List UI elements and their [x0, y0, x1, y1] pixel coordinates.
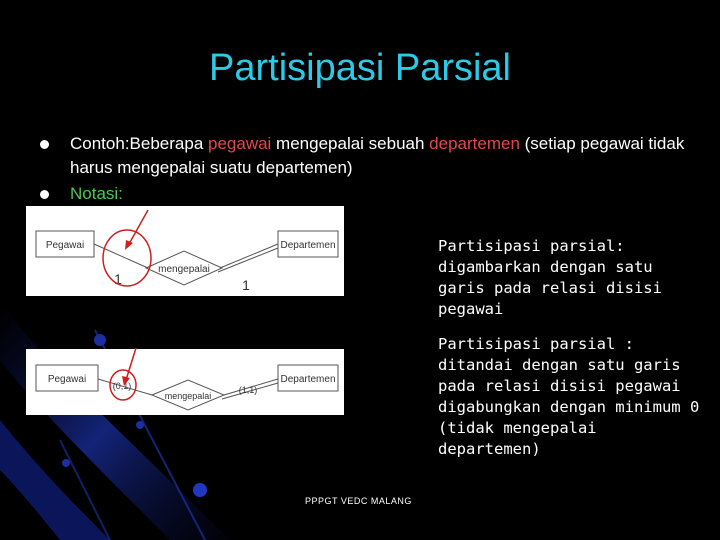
cardinality-label: (1,1)	[238, 385, 258, 395]
relationship-label: mengepalai	[158, 264, 210, 275]
cardinality-label: 1	[114, 271, 122, 287]
entity-label: Departemen	[280, 374, 336, 385]
arrow-head-icon	[125, 240, 133, 250]
relationship-label: mengepalai	[164, 391, 212, 401]
bullet-text-segment: Contoh:Beberapa	[70, 134, 208, 153]
bullet-text-segment: (setiap pegawai tidak harus mengepalai suatu departemen)	[70, 134, 685, 177]
bullet-text-highlight: departemen	[429, 134, 520, 153]
arrow-head-icon	[122, 376, 130, 386]
bullet-text-segment: mengepalai sebuah	[271, 134, 430, 153]
pointer-arrow	[126, 348, 136, 380]
bullet-text-highlight: Notasi:	[70, 184, 123, 203]
entity-label: Pegawai	[45, 240, 85, 251]
bullet-text-highlight: pegawai	[208, 134, 272, 153]
slide-title: Partisipasi Parsial	[209, 47, 511, 89]
cardinality-label: (0,1)	[112, 381, 132, 391]
entity-label: Departemen	[280, 240, 336, 251]
note-partial-minimum: Partisipasi parsial : ditandai dengan satu garis pada relasi disisi pegawai digabungkan dengan minimum 0 (tidak mengepalai departemen)	[438, 335, 700, 458]
note-partial-single-line: Partisipasi parsial: digambarkan dengan satu garis pada relasi disisi pegawai	[438, 237, 662, 318]
entity-label: Pegawai	[47, 374, 87, 385]
cardinality-label: 1	[242, 277, 250, 293]
footer-text: PPPGT VEDC MALANG	[305, 496, 412, 506]
pointer-arrow	[129, 210, 148, 244]
